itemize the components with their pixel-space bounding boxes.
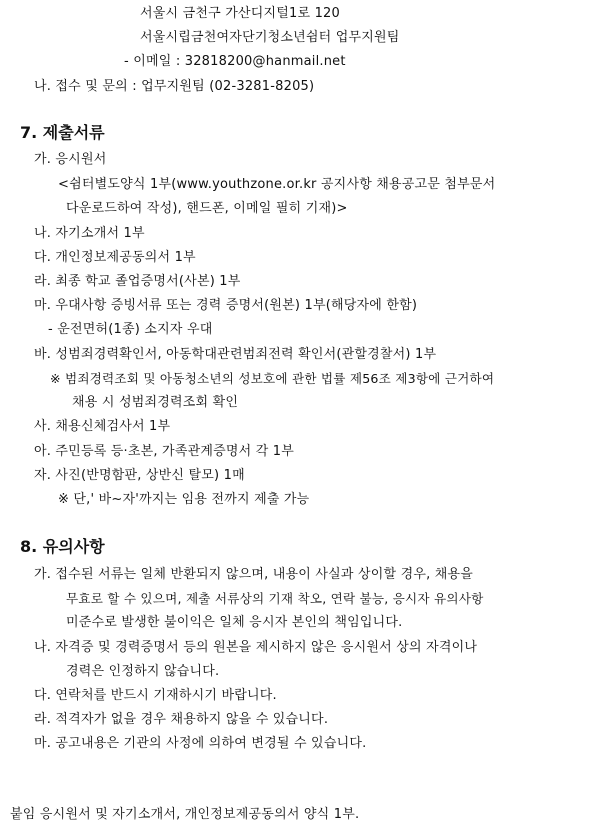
list-item: 다. 연락처를 반드시 기재하시기 바랍니다. xyxy=(34,688,277,703)
list-item: 다. 개인정보제공동의서 1부 xyxy=(34,250,196,265)
list-item: 가. 응시원서 xyxy=(34,152,107,167)
list-item: 나. 자격증 및 경력증명서 등의 원본을 제시하지 않은 응시원서 상의 자격이나 xyxy=(34,640,478,655)
inquiry-line: 나. 접수 및 문의 : 업무지원팀 (02-3281-8205) xyxy=(34,79,315,94)
list-item: <쉼터별도양식 1부(www.youthzone.or.kr 공지사항 채용공고문 첨부문서 xyxy=(58,177,496,192)
email-line: - 이메일 : 32818200@hanmail.net xyxy=(124,54,346,69)
list-item: - 운전면허(1종) 소지자 우대 xyxy=(48,322,213,337)
list-item: 마. 우대사항 증빙서류 또는 경력 증명서(원본) 1부(해당자에 한함) xyxy=(34,298,418,313)
list-item: 사. 채용신체검사서 1부 xyxy=(34,419,171,434)
list-item: ※ 범죄경력조회 및 아동청소년의 성보호에 관한 법률 제56조 제3항에 근거하여 xyxy=(50,371,495,386)
list-item: 다운로드하여 작성), 핸드폰, 이메일 필히 기재)> xyxy=(66,201,348,216)
list-item: 라. 최종 학교 졸업증명서(사본) 1부 xyxy=(34,274,241,289)
list-item: 아. 주민등록 등·초본, 가족관계증명서 각 1부 xyxy=(34,444,295,459)
list-item: 가. 접수된 서류는 일체 반환되지 않으며, 내용이 사실과 상이할 경우, 채용을 xyxy=(34,567,474,582)
address-line-1: 서울시 금천구 가산디지털1로 120 xyxy=(140,6,340,21)
attachment-note: 붙임 응시원서 및 자기소개서, 개인정보제공동의서 양식 1부. xyxy=(10,807,360,822)
list-item: 채용 시 성범죄경력조회 확인 xyxy=(72,395,239,410)
list-item: 마. 공고내용은 기관의 사정에 의하여 변경될 수 있습니다. xyxy=(34,736,367,751)
list-item: 라. 적격자가 없을 경우 채용하지 않을 수 있습니다. xyxy=(34,712,329,727)
list-item: 나. 자기소개서 1부 xyxy=(34,226,145,241)
list-item: 무효로 할 수 있으며, 제출 서류상의 기재 착오, 연락 불능, 응시자 유의사항 xyxy=(66,591,484,606)
section-7-heading: 7. 제출서류 xyxy=(20,123,105,142)
address-line-2: 서울시립금천여자단기청소년쉼터 업무지원팀 xyxy=(140,30,400,45)
list-item: 자. 사진(반명함판, 상반신 탈모) 1매 xyxy=(34,468,245,483)
section-8-heading: 8. 유의사항 xyxy=(20,537,105,556)
list-item: 미준수로 발생한 불이익은 일체 응시자 본인의 책임입니다. xyxy=(66,615,403,630)
list-item: ※ 단,' 바~자'까지는 임용 전까지 제출 가능 xyxy=(58,492,310,507)
list-item: 경력은 인정하지 않습니다. xyxy=(66,664,220,679)
list-item: 바. 성범죄경력확인서, 아동학대관련범죄전력 확인서(관할경찰서) 1부 xyxy=(34,347,437,362)
